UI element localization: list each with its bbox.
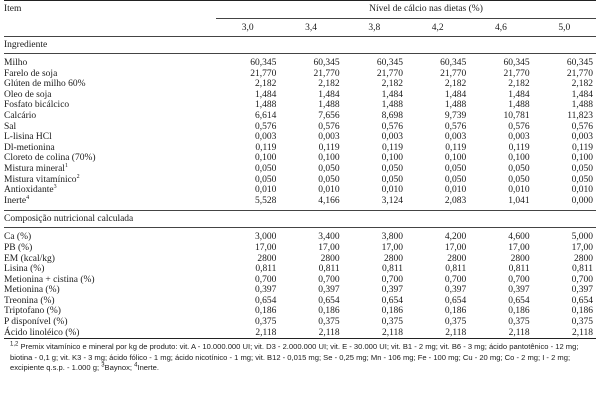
cell-value: 0,576: [254, 121, 277, 132]
cell-value: 0,576: [508, 121, 530, 132]
cell-value: 17,00: [381, 242, 403, 253]
cell-value: 0,375: [571, 317, 593, 328]
cell-value: 0,100: [318, 153, 340, 164]
cell-value: 2800: [320, 253, 340, 264]
header-row-top: [4, 1, 596, 19]
row-label-text: Antioxidante: [4, 185, 54, 196]
row-label: [4, 100, 216, 111]
table-row: [4, 100, 596, 111]
cell-value: 0,576: [318, 121, 340, 132]
cell-value: 0,050: [254, 174, 277, 185]
cell-value: 2,118: [533, 328, 596, 339]
table-row: [4, 275, 596, 286]
cell-value: 2,182: [571, 79, 593, 90]
table-row: [4, 132, 596, 143]
cell-value: 0,003: [571, 132, 593, 143]
cell-value: 0,050: [444, 174, 467, 185]
cell-value: 0,700: [508, 274, 530, 285]
table-row: [4, 90, 596, 101]
row-label: [4, 185, 216, 196]
cell-value: 21,770: [376, 68, 403, 79]
row-label-text: Calcário: [4, 110, 37, 121]
cell-value: 0,119: [255, 142, 277, 153]
cell-value: 0,050: [508, 163, 530, 174]
table-row: [4, 164, 596, 175]
row-label-text: Farelo de soja: [4, 68, 58, 79]
cell-value: 0,700: [571, 274, 593, 285]
row-label: [4, 58, 216, 69]
footnote: [4, 342, 596, 373]
cell-value: 17,00: [571, 242, 593, 253]
section-header: [4, 37, 596, 54]
cell-value: 0,576: [381, 121, 403, 132]
row-label-text: Glúten de milho 60%: [4, 79, 86, 90]
footnote-ref: 3: [53, 183, 57, 190]
cell-value: 3,800: [381, 232, 403, 243]
cell-value: 0,700: [318, 274, 340, 285]
row-label-text: Sal: [4, 121, 17, 132]
cell-value: 0,003: [444, 132, 467, 143]
table-row: [4, 328, 596, 339]
level-header: 4,6: [469, 19, 532, 37]
cell-value: 17,00: [254, 242, 277, 253]
level-header: 3,0: [216, 19, 279, 37]
cell-value: 0,186: [318, 306, 340, 317]
cell-value: 0,050: [254, 163, 277, 174]
cell-value: 2800: [257, 253, 277, 264]
footnote-ref: 4: [26, 194, 30, 201]
cell-value: 0,811: [508, 264, 530, 275]
cell-value: 0,375: [444, 317, 467, 328]
cell-value: 0,050: [508, 174, 530, 185]
cell-value: 0,397: [318, 285, 340, 296]
row-label-text: P disponível (%): [4, 317, 68, 328]
footnote-premix-text: Premix vitamínico e mineral por kg de produto: vit. A - 10.000.000 UI; vit. D3 - 2.000.000 UI; vit. E - 30.000 UI; vit. B1 - 2 mg; vit. B6 - 3 mg; ácido pantotênico - 12 mg; biotina - 0,1 g; vit. K3 - 3 mg; ácido fólico - 1 mg; ácido nicotínico - 1 mg; vit. B12 - 0,015 mg; Se - 0,25 mg; Mn - 106 mg; Fe - 100 mg; Cu - 20 mg; Co - 2 mg; I - 2 mg; excipiente q.s.p. - 1.000 g;: [10, 342, 579, 373]
cell-value: 0,000: [571, 195, 593, 206]
cell-value: 2800: [510, 253, 530, 264]
cell-value: 6,614: [254, 110, 277, 121]
cell-value: 0,375: [508, 317, 530, 328]
table-row: [4, 185, 596, 196]
cell-value: 2,182: [444, 79, 467, 90]
table-row: [4, 111, 596, 122]
cell-value: 0,100: [571, 153, 593, 164]
row-label-text: Inerte: [4, 195, 27, 206]
cell-value: 0,700: [254, 274, 277, 285]
table-row: [4, 285, 596, 296]
cell-value: 0,100: [444, 153, 467, 164]
cell-value: 0,654: [381, 295, 403, 306]
cell-value: 3,124: [381, 195, 403, 206]
row-label: [4, 111, 216, 122]
cell-value: 0,010: [254, 185, 277, 196]
cell-value: 3,000: [254, 232, 277, 243]
cell-value: 0,100: [254, 153, 277, 164]
cell-value: 0,576: [571, 121, 593, 132]
row-label: [4, 79, 216, 90]
row-label-text: Ca (%): [4, 232, 32, 243]
cell-value: 2,118: [343, 328, 406, 339]
cell-value: 0,375: [381, 317, 403, 328]
cell-value: 21,770: [440, 68, 467, 79]
row-label: [4, 254, 216, 265]
row-label-text: Mistura mineral: [4, 163, 65, 174]
table-row: [4, 296, 596, 307]
row-label-text: Metionina (%): [4, 285, 60, 296]
cell-value: 0,003: [381, 132, 403, 143]
cell-value: 1,484: [318, 89, 340, 100]
row-label-text: PB (%): [4, 242, 33, 253]
table-row: [4, 243, 596, 254]
row-label-text: EM (kcal/kg): [4, 253, 55, 264]
row-label-text: Lisina (%): [4, 264, 45, 275]
table-row: [4, 143, 596, 154]
cell-value: 0,003: [254, 132, 277, 143]
row-label: [4, 90, 216, 101]
cell-value: 1,484: [508, 89, 530, 100]
cell-value: 1,488: [381, 100, 403, 111]
cell-value: 0,186: [444, 306, 467, 317]
cell-value: 0,576: [444, 121, 467, 132]
cell-value: 17,00: [318, 242, 340, 253]
section-title: Composição nutricional calculada: [4, 211, 596, 228]
cell-value: 4,600: [508, 232, 530, 243]
cell-value: 60,345: [376, 58, 403, 68]
row-label-text: Ácido linoléico (%): [4, 327, 80, 338]
row-label-text: Fosfato bicálcico: [4, 100, 70, 111]
row-label: [4, 328, 216, 339]
cell-value: 10,781: [503, 110, 530, 121]
cell-value: 0,100: [508, 153, 530, 164]
cell-value: 0,811: [381, 264, 403, 275]
cell-value: 2,118: [279, 328, 342, 339]
row-label: [4, 306, 216, 317]
cell-value: 0,397: [571, 285, 593, 296]
row-label: [4, 275, 216, 286]
cell-value: 1,488: [508, 100, 530, 111]
cell-value: 1,484: [254, 89, 277, 100]
cell-value: 0,003: [508, 132, 530, 143]
cell-value: 0,811: [318, 264, 340, 275]
cell-value: 1,041: [508, 195, 530, 206]
cell-value: 3,400: [318, 232, 340, 243]
row-label: [4, 243, 216, 254]
cell-value: 0,654: [571, 295, 593, 306]
row-label-text: Oleo de soja: [4, 89, 52, 100]
row-label-text: Treonina (%): [4, 295, 55, 306]
cell-value: 8,698: [381, 110, 403, 121]
cell-value: 0,119: [508, 142, 530, 153]
row-label: [4, 296, 216, 307]
row-label-text: Metionina + cistina (%): [4, 274, 95, 285]
table-row: [4, 58, 596, 69]
row-label: [4, 285, 216, 296]
row-label-text: Triptofano (%): [4, 306, 61, 317]
level-header: 3,4: [279, 19, 342, 37]
cell-value: 21,770: [566, 68, 593, 79]
table-row: [4, 175, 596, 186]
cell-value: 0,811: [445, 264, 467, 275]
cell-value: 2800: [574, 253, 593, 264]
cell-value: 0,010: [571, 185, 593, 196]
cell-value: 0,186: [571, 306, 593, 317]
table-row: [4, 232, 596, 243]
diet-composition-table: [4, 0, 596, 339]
cell-value: 4,166: [318, 195, 340, 206]
row-label: [4, 132, 216, 143]
row-label: [4, 69, 216, 80]
cell-value: 9,739: [444, 110, 467, 121]
cell-value: 21,770: [250, 68, 277, 79]
cell-value: 2,083: [444, 195, 467, 206]
footnote-marker: 3: [101, 362, 105, 369]
header-row-levels: [4, 19, 596, 37]
cell-value: 17,00: [508, 242, 530, 253]
table-row: [4, 122, 596, 133]
section-title: Ingrediente: [4, 37, 596, 54]
row-label: [4, 143, 216, 154]
cell-value: 1,488: [571, 100, 593, 111]
row-label-text: Milho: [4, 58, 28, 68]
cell-value: 0,050: [381, 163, 403, 174]
cell-value: 0,397: [508, 285, 530, 296]
cell-value: 0,654: [444, 295, 467, 306]
table-row: [4, 196, 596, 207]
cell-value: 21,770: [503, 68, 530, 79]
cell-value: 1,484: [381, 89, 403, 100]
cell-value: 0,050: [444, 163, 467, 174]
cell-value: 0,186: [508, 306, 530, 317]
cell-value: 1,488: [318, 100, 340, 111]
cell-value: 0,010: [318, 185, 340, 196]
cell-value: 5,000: [571, 232, 593, 243]
cell-value: 0,375: [318, 317, 340, 328]
table-page: [4, 0, 596, 373]
row-label: [4, 232, 216, 243]
cell-value: 2,118: [216, 328, 279, 339]
cell-value: 2,182: [508, 79, 530, 90]
row-label-text: Dl-metionina: [4, 142, 55, 153]
footnote-ref: 1: [64, 162, 68, 169]
cell-value: 2,118: [406, 328, 469, 339]
cell-value: 0,119: [381, 142, 403, 153]
row-label: [4, 153, 216, 164]
cell-value: 1,488: [444, 100, 467, 111]
footnote-inert-text: Inerte.: [137, 363, 159, 373]
footnote-marker: 1,2: [10, 341, 19, 348]
row-label-text: Mistura vitamínico: [4, 174, 77, 185]
cell-value: 2,118: [469, 328, 532, 339]
cell-value: 0,010: [508, 185, 530, 196]
level-header: 5,0: [533, 19, 596, 37]
cell-value: 4,200: [444, 232, 467, 243]
cell-value: 1,488: [254, 100, 277, 111]
cell-value: 21,770: [313, 68, 340, 79]
cell-value: 60,345: [566, 58, 593, 68]
level-header: 4,2: [406, 19, 469, 37]
cell-value: 0,700: [381, 274, 403, 285]
cell-value: 0,119: [571, 142, 593, 153]
cell-value: 0,654: [318, 295, 340, 306]
cell-value: 0,186: [254, 306, 277, 317]
cell-value: 0,050: [571, 174, 593, 185]
cell-value: 0,397: [254, 285, 277, 296]
cell-value: 60,345: [503, 58, 530, 68]
cell-value: 0,050: [318, 174, 340, 185]
cell-value: 0,397: [444, 285, 467, 296]
cell-value: 1,484: [444, 89, 467, 100]
cell-value: 0,397: [381, 285, 403, 296]
cell-value: 0,375: [254, 317, 277, 328]
row-label: [4, 175, 216, 186]
cell-value: 7,656: [318, 110, 340, 121]
cell-value: 0,186: [381, 306, 403, 317]
table-row: [4, 264, 596, 275]
cell-value: 0,654: [254, 295, 277, 306]
row-label: [4, 317, 216, 328]
cell-value: 60,345: [313, 58, 340, 68]
cell-value: 0,010: [444, 185, 467, 196]
cell-value: 2,182: [381, 79, 403, 90]
table-row: [4, 254, 596, 265]
table-row: [4, 317, 596, 328]
footnote-marker: 4: [134, 362, 138, 369]
cell-value: 2,182: [254, 79, 277, 90]
cell-value: 0,654: [508, 295, 530, 306]
cell-value: 0,811: [571, 264, 593, 275]
footnote-ref: 2: [76, 173, 80, 180]
row-label: [4, 122, 216, 133]
row-label: [4, 196, 216, 207]
item-header: Item: [4, 4, 22, 14]
cell-value: 0,811: [255, 264, 277, 275]
cell-value: 2800: [447, 253, 467, 264]
cell-value: 0,119: [318, 142, 340, 153]
cell-value: 5,528: [254, 195, 277, 206]
table-row: [4, 306, 596, 317]
footnote-antioxidant-text: Baynox;: [104, 363, 132, 373]
level-header: 3,8: [343, 19, 406, 37]
cell-value: 0,119: [445, 142, 467, 153]
cell-value: 2800: [383, 253, 403, 264]
cell-value: 0,050: [571, 163, 593, 174]
cell-value: 0,100: [381, 153, 403, 164]
table-row: [4, 153, 596, 164]
table-row: [4, 69, 596, 80]
cell-value: 17,00: [444, 242, 467, 253]
calcium-level-header: Nível de cálcio nas dietas (%): [369, 4, 483, 14]
cell-value: 0,700: [444, 274, 467, 285]
table-row: [4, 79, 596, 90]
cell-value: 1,484: [571, 89, 593, 100]
cell-value: 60,345: [250, 58, 277, 68]
cell-value: 2,182: [318, 79, 340, 90]
cell-value: 60,345: [440, 58, 467, 68]
row-label-text: L-lisina HCl: [4, 132, 52, 143]
cell-value: 11,823: [567, 110, 593, 121]
row-label: [4, 264, 216, 275]
row-label-text: Cloreto de colina (70%): [4, 153, 96, 164]
row-label: [4, 164, 216, 175]
cell-value: 0,003: [318, 132, 340, 143]
cell-value: 0,050: [318, 163, 340, 174]
cell-value: 0,050: [381, 174, 403, 185]
cell-value: 0,010: [381, 185, 403, 196]
section-header: [4, 211, 596, 228]
